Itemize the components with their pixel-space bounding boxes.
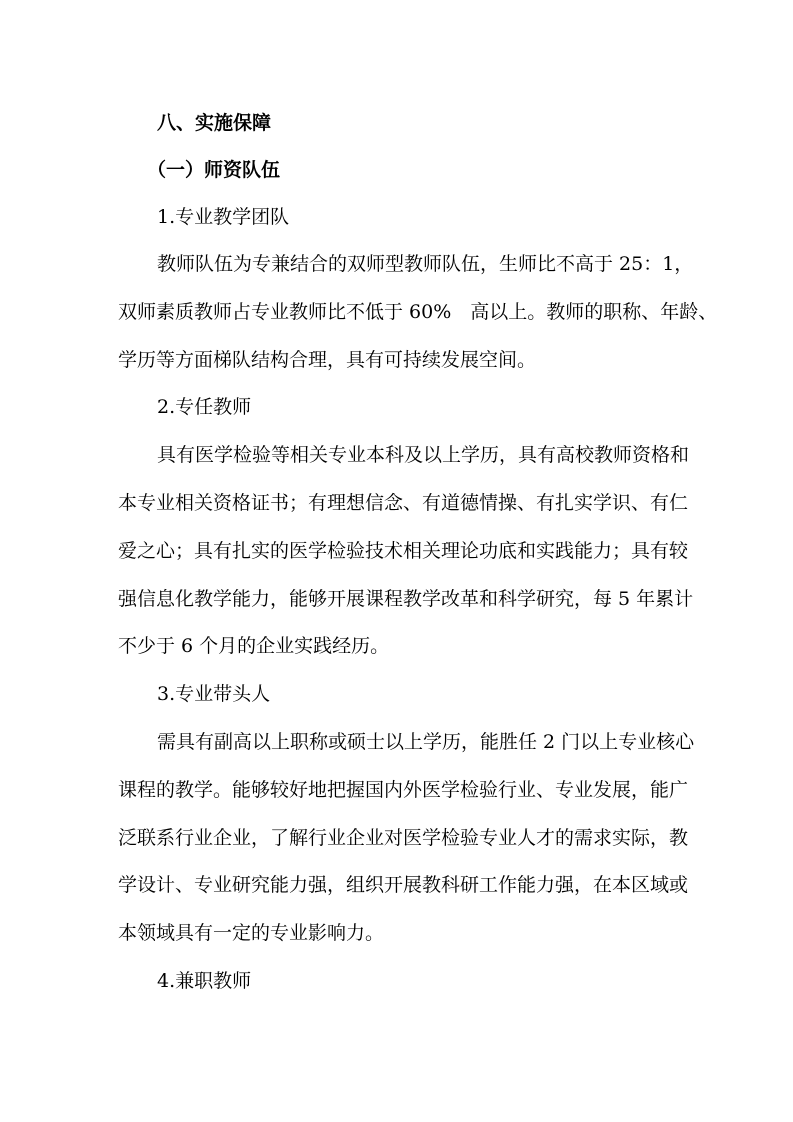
section-subheading: （一）师资队伍 xyxy=(147,159,281,181)
paragraph-line: 具有医学检验等相关专业本科及以上学历，具有高校教师资格和 xyxy=(157,444,690,466)
paragraph-line: 本领域具有一定的专业影响力。 xyxy=(118,922,385,944)
section-heading: 八、实施保障 xyxy=(157,112,272,134)
paragraph-line: 强信息化教学能力，能够开展课程教学改革和科学研究，每 5 年累计 xyxy=(118,588,694,610)
paragraph-line: 学设计、专业研究能力强，组织开展教科研工作能力强，在本区域或 xyxy=(118,874,689,896)
paragraph-line: 爱之心；具有扎实的医学检验技术相关理论功底和实践能力；具有较 xyxy=(118,540,689,562)
paragraph-line: 教师队伍为专兼结合的双师型教师队伍，生师比不高于 25：1， xyxy=(157,253,694,275)
item-title-4: 4.兼职教师 xyxy=(157,970,252,992)
item-title-1: 1.专业教学团队 xyxy=(157,206,290,228)
item-title-2: 2.专任教师 xyxy=(157,396,252,418)
paragraph-line: 不少于 6 个月的企业实践经历。 xyxy=(118,635,390,657)
paragraph-line: 本专业相关资格证书；有理想信念、有道德情操、有扎实学识、有仁 xyxy=(118,492,689,514)
paragraph-line: 泛联系行业企业，了解行业企业对医学检验专业人才的需求实际，教 xyxy=(118,827,689,849)
paragraph-line: 学历等方面梯队结构合理，具有可持续发展空间。 xyxy=(118,349,537,371)
paragraph-line: 需具有副高以上职称或硕士以上学历，能胜任 2 门以上专业核心 xyxy=(157,731,695,753)
paragraph-line: 课程的教学。能够较好地把握国内外医学检验行业、专业发展，能广 xyxy=(118,779,689,801)
paragraph-line: 双师素质教师占专业教师比不低于 60% 高以上。教师的职称、年龄、 xyxy=(118,301,718,323)
item-title-3: 3.专业带头人 xyxy=(157,683,271,705)
